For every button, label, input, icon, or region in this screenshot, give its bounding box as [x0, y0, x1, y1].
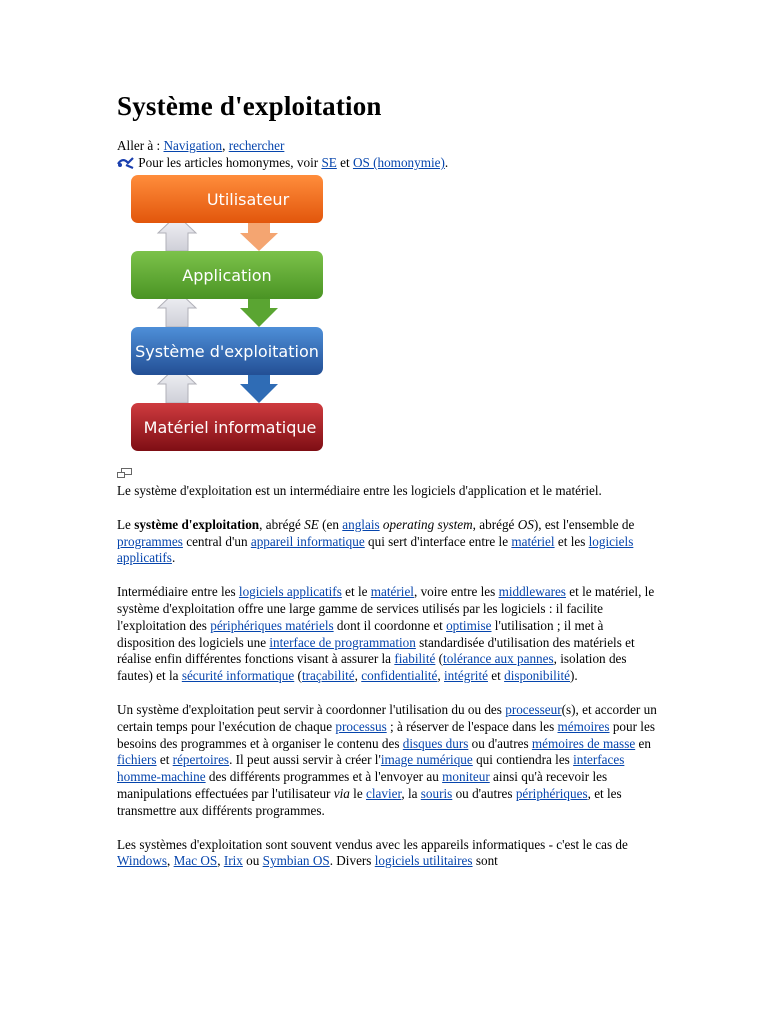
search-link[interactable]: rechercher [228, 138, 285, 153]
irix-link[interactable]: Irix [223, 853, 243, 869]
disponibilite-link[interactable]: disponibilité [504, 668, 571, 684]
box-application-label: Application [182, 266, 272, 285]
processeur-link[interactable]: processeur [505, 701, 562, 717]
processus-link[interactable]: processus [335, 718, 387, 734]
image-caption: Le système d'exploitation est un intermédiaire entre les logiciels d'application et le matériel. [117, 483, 602, 498]
navigation-link[interactable]: Navigation [163, 138, 223, 153]
peripheriques-link[interactable]: périphériques [515, 785, 588, 801]
tolerance-aux-pannes-link[interactable]: tolérance aux pannes [443, 651, 554, 667]
enlarge-icon[interactable] [117, 465, 657, 475]
interface-de-programmation-link[interactable]: interface de programmation [269, 634, 416, 650]
moniteur-link[interactable]: moniteur [442, 769, 490, 785]
os-homonymie-link[interactable]: OS (homonymie) [352, 155, 445, 170]
windows-link[interactable]: Windows [117, 853, 168, 869]
clavier-link[interactable]: clavier [365, 785, 402, 801]
middlewares-link[interactable]: middlewares [498, 584, 566, 600]
integrite-link[interactable]: intégrité [444, 668, 488, 684]
image-numerique-link[interactable]: image numérique [380, 752, 473, 768]
anglais-link[interactable]: anglais [342, 516, 380, 532]
mac-os-link[interactable]: Mac OS [173, 853, 218, 869]
page-title: Système d'exploitation [117, 91, 382, 121]
paragraph-vendors: Les systèmes d'exploitation sont souvent vendus avec les appareils informatiques - c'est le cas de Windows, Mac OS, Irix ou Symbian OS. Divers logiciels utilitaires sont [117, 836, 628, 869]
appareil-informatique-link[interactable]: appareil informatique [250, 533, 365, 549]
se-link[interactable]: SE [321, 155, 337, 170]
memoires-link[interactable]: mémoires [557, 718, 610, 734]
paragraph-intro: Le système d'exploitation, abrégé SE (en anglais operating system, abrégé OS), est l'ensemble de programmes central d'un appareil informatique qui sert d'interface entre le matériel et les logiciels applicatifs. [117, 516, 635, 566]
memoires-de-masse-link[interactable]: mémoires de masse [531, 735, 636, 751]
optimise-link[interactable]: optimise [446, 617, 492, 633]
symbian-os-link[interactable]: Symbian OS [262, 853, 330, 869]
programmes-link[interactable]: programmes [117, 533, 183, 549]
box-user-label: Utilisateur [206, 190, 290, 209]
tracabilite-link[interactable]: traçabilité [301, 668, 355, 684]
peripheriques-materiels-link[interactable]: périphériques matériels [210, 617, 334, 633]
fichiers-link[interactable]: fichiers [117, 752, 157, 768]
box-os-label: Système d'exploitation [135, 342, 319, 361]
confidentialite-link[interactable]: confidentialité [361, 668, 438, 684]
souris-link[interactable]: souris [420, 785, 453, 801]
paragraph-services: Intermédiaire entre les logiciels applicatifs et le matériel, voire entre les middlewares et le matériel, le système d'exploitation offre une large gamme de services utilisés par les logiciels : il facilite l'exploitation des périphériques matériels dont il coordonne et optimise l'utilisation ; il met à disposition des logiciels une interface de programmation standardisée d'utilisation des matériels et réalise enfin différentes fonctions visant à assurer la fiabilité (tolérance aux pannes, isolation des fautes) et la sécurité informatique (traçabilité, confidentialité, intégrité et disponibilité). [117, 584, 655, 684]
paragraph-coordination: Un système d'exploitation peut servir à coordonner l'utilisation du ou des processeur(s), et accorder un certain temps pour l'exécution de chaque processus ; à réserver de l'espace dans les mémoires pour les besoins des programmes et à organiser le contenu des disques durs ou d'autres mémoires de masse en fichiers et répertoires. Il peut aussi servir à créer l'image numérique qui contiendra les interfaces homme-machine des différents programmes et à l'envoyer au moniteur ainsi qu'à recevoir les manipulations effectuées par l'utilisateur via le clavier, la souris ou d'autres périphériques, et les transmettre aux différents programmes. [117, 701, 657, 818]
jump-links: Aller à : Navigation, rechercher [117, 138, 285, 153]
materiel-link[interactable]: matériel [511, 533, 555, 549]
repertoires-link[interactable]: répertoires [172, 752, 230, 768]
logiciels-applicatifs-link-2[interactable]: logiciels applicatifs [238, 584, 342, 600]
logiciels-utilitaires-link[interactable]: logiciels utilitaires [374, 853, 473, 869]
logiciels-applicatifs-link[interactable]: logiciels applicatifs [117, 533, 634, 566]
homonym-notice: Pour les articles homonymes, voir SE et OS (homonymie). [117, 154, 657, 171]
fiabilite-link[interactable]: fiabilité [394, 651, 436, 667]
interfaces-homme-machine-link[interactable]: interfaces homme-machine [117, 752, 625, 785]
os-layer-diagram[interactable] [122, 173, 332, 456]
disques-durs-link[interactable]: disques durs [402, 735, 469, 751]
article [117, 88, 657, 887]
securite-informatique-link[interactable]: sécurité informatique [181, 668, 295, 684]
disambiguation-icon [117, 157, 135, 169]
materiel-link-2[interactable]: matériel [370, 584, 414, 600]
box-hardware-label: Matériel informatique [143, 418, 317, 437]
